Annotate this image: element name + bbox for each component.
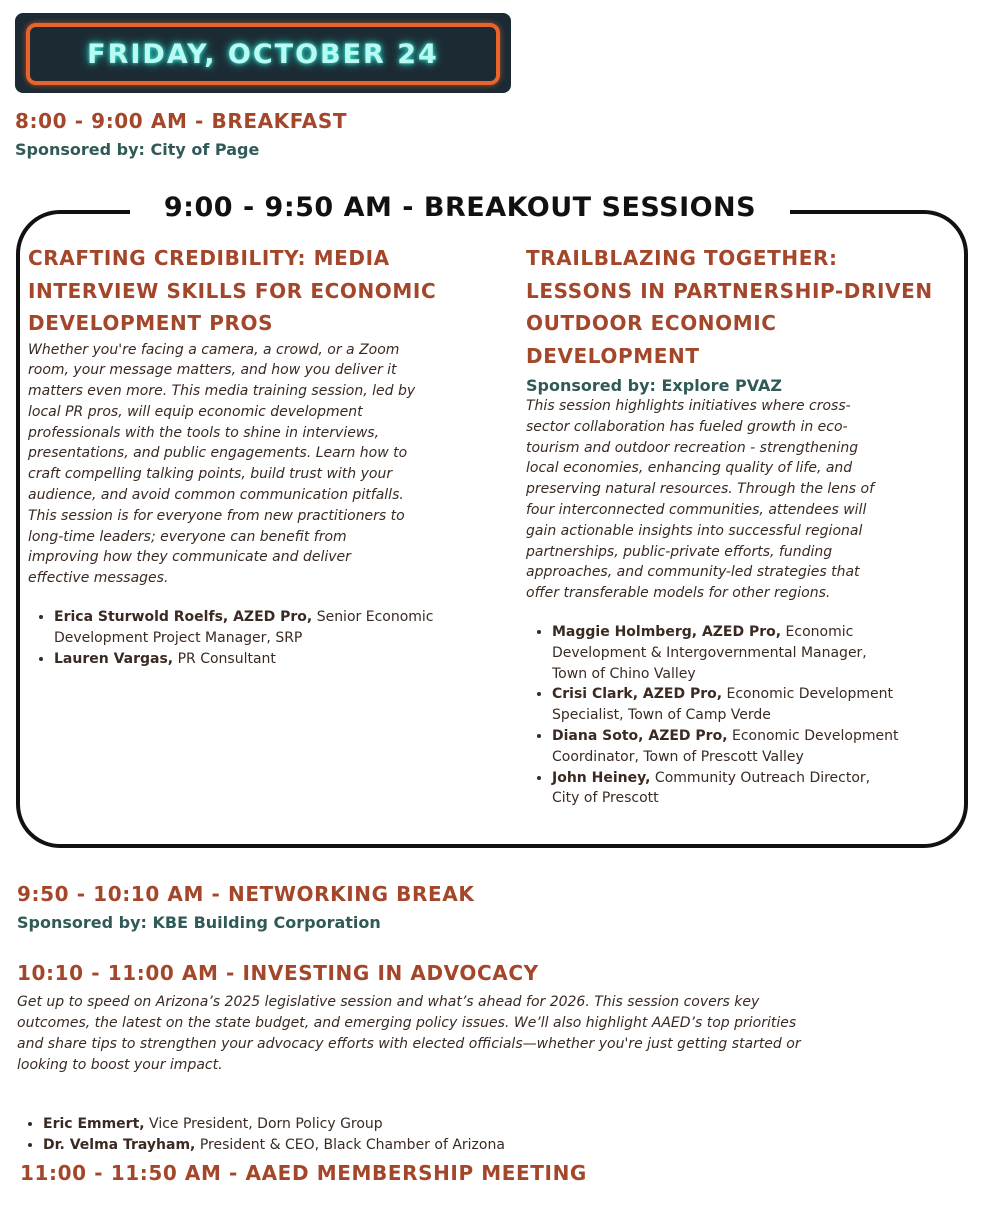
session-description: [28, 340, 488, 590]
description-line: looking to boost your impact.: [17, 1057, 223, 1073]
speaker-list: [526, 622, 956, 809]
speaker-role: Development Project Manager, SRP: [54, 629, 303, 646]
description-line: outcomes, the latest on the state budget, and emerging policy issues. We’ll also highlight AAED’s top priorities: [17, 1015, 797, 1031]
description-line: audience, and avoid common communication pitfalls.: [28, 487, 404, 504]
breakout-session-1: [28, 242, 488, 669]
speaker-item: [43, 1114, 943, 1135]
networking-heading: 9:50 - 10:10 AM - NETWORKING BREAK: [17, 882, 475, 906]
speaker-item: [54, 607, 488, 649]
description-line: preserving natural resources. Through the lens of: [526, 481, 875, 498]
speaker-item: [552, 622, 956, 684]
speaker-role: President & CEO, Black Chamber of Arizona: [199, 1136, 505, 1153]
speaker-role: City of Prescott: [552, 790, 659, 807]
breakfast-sponsor: Sponsored by: City of Page: [15, 140, 260, 159]
breakfast-heading: 8:00 - 9:00 AM - BREAKFAST: [15, 109, 348, 133]
description-line: improving how they communicate and deliver: [28, 549, 351, 566]
session-title: [526, 242, 956, 372]
description-line: room, your message matters, and how you deliver it: [28, 362, 397, 379]
speaker-role: PR Consultant: [177, 650, 276, 667]
speaker-role: Specialist, Town of Camp Verde: [552, 707, 771, 724]
session-title-line: CRAFTING CREDIBILITY: MEDIA: [28, 246, 390, 270]
speaker-name: Maggie Holmberg, AZED Pro,: [552, 623, 782, 640]
speaker-item: [552, 726, 956, 768]
advocacy-description: [17, 992, 952, 1076]
description-line: effective messages.: [28, 570, 169, 587]
description-line: Whether you're facing a camera, a crowd, or a Zoom: [28, 341, 400, 358]
speaker-item: [552, 684, 956, 726]
speaker-role: Community Outreach Director,: [654, 769, 871, 786]
session-title-line: OUTDOOR ECONOMIC: [526, 311, 777, 335]
description-line: gain actionable insights into successful regional: [526, 522, 863, 539]
speaker-name: Diana Soto, AZED Pro,: [552, 727, 728, 744]
advocacy-speaker-list: [17, 1114, 943, 1156]
speaker-role: Vice President, Dorn Policy Group: [149, 1116, 383, 1132]
speaker-name: Eric Emmert,: [43, 1116, 145, 1132]
session-title-line: DEVELOPMENT PROS: [28, 311, 274, 335]
speaker-name: Crisi Clark, AZED Pro,: [552, 686, 723, 703]
speaker-role: Economic: [785, 623, 854, 640]
speaker-role: Economic Development: [726, 686, 893, 703]
description-line: Get up to speed on Arizona’s 2025 legislative session and what’s ahead for 2026. This session covers key: [17, 994, 760, 1010]
session-description: [526, 396, 956, 604]
description-line: local economies, enhancing quality of life, and: [526, 460, 853, 477]
session-sponsor: Sponsored by: Explore PVAZ: [526, 376, 782, 395]
description-line: approaches, and community-led strategies that: [526, 564, 860, 581]
description-line: This session highlights initiatives where cross-: [526, 398, 851, 414]
session-title-line: INTERVIEW SKILLS FOR ECONOMIC: [28, 278, 437, 303]
advocacy-heading: 10:10 - 11:00 AM - INVESTING IN ADVOCACY: [17, 961, 539, 985]
description-line: partnerships, public-private efforts, funding: [526, 543, 833, 560]
description-line: offer transferable models for other regions.: [526, 585, 831, 602]
speaker-item: [552, 768, 956, 810]
breakout-session-2: [526, 242, 956, 809]
speaker-role: Town of Chino Valley: [552, 665, 696, 682]
speaker-role: Economic Development: [731, 727, 899, 744]
description-line: This session is for everyone from new practitioners to: [28, 507, 405, 524]
session-title-line: TRAILBLAZING TOGETHER:: [526, 246, 838, 270]
description-line: craft compelling talking points, build trust with your: [28, 466, 393, 483]
speaker-name: John Heiney,: [552, 769, 651, 786]
description-line: professionals with the tools to shine in interviews,: [28, 424, 380, 441]
description-line: presentations, and public engagements. Learn how to: [28, 445, 408, 462]
speaker-list: [28, 607, 488, 669]
session-title: [28, 242, 488, 340]
description-line: long-time leaders; everyone can benefit from: [28, 528, 347, 545]
membership-heading: 11:00 - 11:50 AM - AAED MEMBERSHIP MEETING: [20, 1161, 587, 1185]
session-title-line: DEVELOPMENT: [526, 343, 700, 368]
speaker-item: [43, 1135, 943, 1156]
speaker-name: Lauren Vargas,: [54, 650, 174, 667]
description-line: and share tips to strengthen your advocacy efforts with elected officials—whether you're just getting started or: [17, 1036, 801, 1052]
speaker-role: Development & Intergovernmental Manager,: [552, 644, 867, 661]
speaker-role: Coordinator, Town of Prescott Valley: [552, 748, 804, 765]
date-banner-text: FRIDAY, OCTOBER 24: [87, 38, 439, 70]
speaker-name: Dr. Velma Trayham,: [43, 1136, 196, 1153]
date-banner-frame: [26, 23, 500, 85]
speaker-item: [54, 649, 488, 670]
speaker-name: Erica Sturwold Roelfs, AZED Pro,: [54, 609, 313, 626]
breakout-sessions-heading: 9:00 - 9:50 AM - BREAKOUT SESSIONS: [130, 192, 790, 223]
description-line: local PR pros, will equip economic development: [28, 403, 363, 420]
description-line: sector collaboration has fueled growth in eco-: [526, 418, 848, 435]
speaker-role: Senior Economic: [316, 609, 434, 626]
description-line: four interconnected communities, attendees will: [526, 501, 867, 518]
session-title-line: LESSONS IN PARTNERSHIP-DRIVEN: [526, 278, 933, 303]
date-banner: [15, 13, 511, 93]
description-line: tourism and outdoor recreation - strengthening: [526, 439, 859, 456]
description-line: matters even more. This media training session, led by: [28, 383, 416, 400]
networking-sponsor: Sponsored by: KBE Building Corporation: [17, 913, 381, 932]
